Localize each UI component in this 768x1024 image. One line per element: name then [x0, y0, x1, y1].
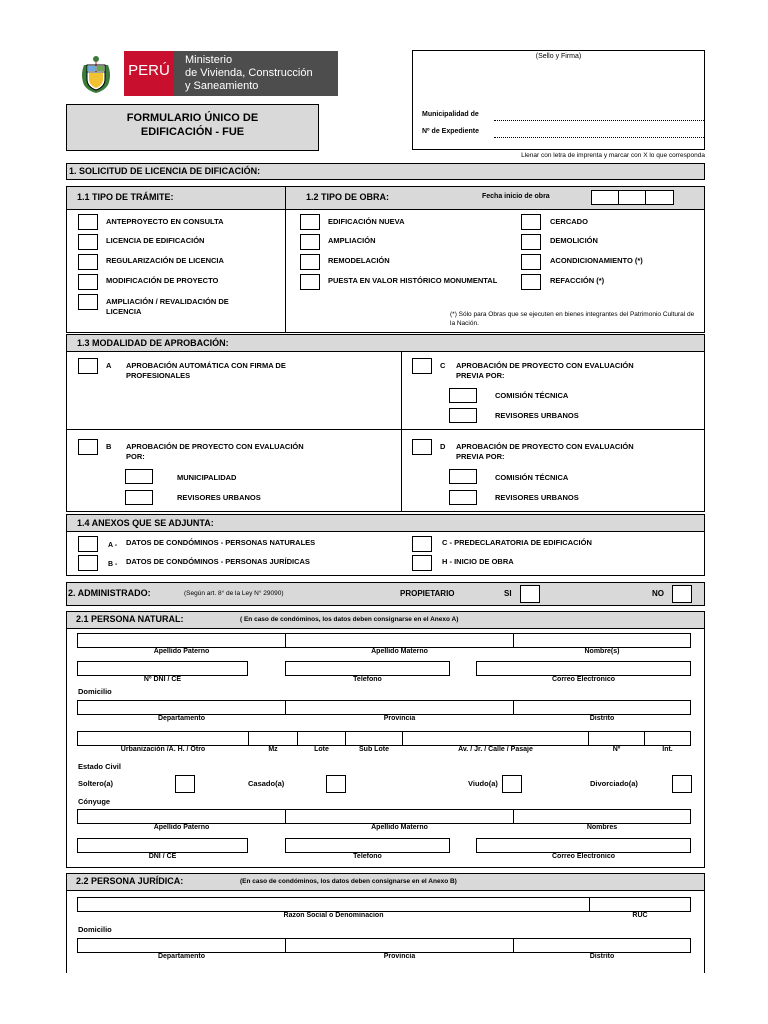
checkbox-b-revisores-urbanos[interactable]	[125, 490, 153, 505]
instructions-text: Llenar con letra de imprenta y marcar con X lo que corresponda	[521, 152, 705, 159]
anexo-a-text: DATOS DE CONDÓMINOS - PERSONAS NATURALES	[126, 538, 316, 547]
modalidad-b-text: APROBACIÓN DE PROYECTO CON EVALUACIÓN POR:	[126, 442, 304, 461]
cap-juridica-provincia: Provincia	[383, 953, 416, 960]
checkbox-anexo-b[interactable]	[78, 555, 98, 571]
section2-header	[66, 582, 705, 606]
field-ruc[interactable]	[589, 897, 691, 912]
cap-provincia: Provincia	[383, 715, 416, 722]
checkbox-modalidad-a[interactable]	[78, 358, 98, 374]
label-domicilio: Domicilio	[78, 687, 112, 696]
modalidad-b-letter: B	[106, 442, 112, 451]
cap-conyuge-dni: DNI / CE	[148, 853, 177, 860]
cap-departamento: Departamento	[157, 715, 206, 722]
checkbox-anexo-h[interactable]	[412, 555, 432, 571]
modalidad-hdivider	[66, 429, 705, 430]
field-apellido-materno[interactable]	[285, 633, 514, 648]
cap-conyuge-nombres: Nombres	[586, 824, 618, 831]
checkbox-owner-no[interactable]	[672, 585, 692, 603]
checkbox-modalidad-d[interactable]	[412, 439, 432, 455]
form-title-line2: EDIFICACIÓN - FUE	[140, 126, 245, 138]
seal-signature-box[interactable]	[412, 50, 705, 150]
label-divorciado: Divorciado(a)	[590, 779, 638, 788]
section2-legal-ref: (Según art. 8° de la Ley N° 29090)	[184, 590, 284, 597]
municipality-label: Municipalidad de	[422, 111, 479, 118]
ministry-line3: y Saneamiento	[185, 80, 259, 92]
owner-yes-label: SI	[504, 589, 512, 598]
modalidad-d-text: APROBACIÓN DE PROYECTO CON EVALUACIÓN PREVIA POR:	[456, 442, 634, 461]
label-remodelacion: REMODELACIÓN	[328, 256, 390, 265]
cap-urbanizacion: Urbanización /A. H. / Otro	[120, 746, 206, 753]
cap-apellido-paterno: Apellido Paterno	[153, 648, 210, 655]
checkbox-modalidad-b[interactable]	[78, 439, 98, 455]
cap-interior: Int.	[662, 746, 673, 753]
field-mz[interactable]	[248, 731, 298, 746]
file-number-field[interactable]	[494, 137, 704, 138]
field-conyuge-dni[interactable]	[77, 838, 248, 853]
checkbox-c-revisores-urbanos[interactable]	[449, 408, 477, 423]
file-number-label: Nº de Expediente	[422, 128, 480, 135]
checkbox-modalidad-c[interactable]	[412, 358, 432, 374]
label-ampliacion: AMPLIACIÓN	[328, 236, 376, 245]
field-sublote[interactable]	[345, 731, 403, 746]
coat-of-arms-icon	[76, 55, 116, 95]
label-puesta-en-valor: PUESTA EN VALOR HISTÓRICO MONUMENTAL	[328, 276, 498, 285]
label-c-revisores-urbanos: REVISORES URBANOS	[495, 411, 579, 420]
field-nombres[interactable]	[513, 633, 691, 648]
checkbox-licencia-edificacion[interactable]	[78, 234, 98, 250]
label-c-comision-tecnica: COMISIÓN TÉCNICA	[495, 391, 569, 400]
field-conyuge-apellido-paterno[interactable]	[77, 809, 286, 824]
cap-conyuge-apellido-materno: Apellido Materno	[371, 824, 428, 831]
anexos-header: 1.4 ANEXOS QUE SE ADJUNTA:	[66, 514, 705, 532]
field-apellido-paterno[interactable]	[77, 633, 286, 648]
field-conyuge-telefono[interactable]	[285, 838, 450, 853]
checkbox-ampliacion[interactable]	[300, 234, 320, 250]
checkbox-owner-yes[interactable]	[520, 585, 540, 603]
field-interior[interactable]	[644, 731, 691, 746]
modalidad-vdivider	[401, 352, 402, 512]
start-date-label: Fecha inicio de obra	[482, 193, 550, 200]
cap-distrito: Distrito	[589, 715, 615, 722]
modalidad-c-text: APROBACIÓN DE PROYECTO CON EVALUACIÓN PREVIA POR:	[456, 361, 634, 380]
cap-apellido-materno: Apellido Materno	[371, 648, 428, 655]
field-distrito[interactable]	[513, 700, 691, 715]
checkbox-soltero[interactable]	[175, 775, 195, 793]
checkbox-edificacion-nueva[interactable]	[300, 214, 320, 230]
checkbox-c-comision-tecnica[interactable]	[449, 388, 477, 403]
section2-title: 2. ADMINISTRADO:	[68, 588, 151, 598]
cap-mz: Mz	[268, 746, 278, 753]
checkbox-viudo[interactable]	[502, 775, 522, 793]
cap-conyuge-apellido-paterno: Apellido Paterno	[153, 824, 210, 831]
field-departamento[interactable]	[77, 700, 286, 715]
label-cercado: CERCADO	[550, 217, 588, 226]
seal-label: (Sello y Firma)	[535, 53, 582, 60]
municipality-field[interactable]	[494, 120, 704, 121]
anexo-h-text: H - INICIO DE OBRA	[442, 557, 514, 566]
checkbox-d-revisores-urbanos[interactable]	[449, 490, 477, 505]
label-ampliacion-revalidacion: AMPLIACIÓN / REVALIDACIÓN DE LICENCIA	[106, 297, 229, 316]
checkbox-modificacion[interactable]	[78, 274, 98, 290]
owner-label: PROPIETARIO	[400, 589, 455, 598]
peru-brand-text: PERÚ	[128, 62, 170, 79]
cap-nombres: Nombre(s)	[584, 648, 620, 655]
anexo-b-prefix: B -	[108, 561, 118, 568]
checkbox-ampliacion-revalidacion[interactable]	[78, 294, 98, 310]
field-conyuge-nombres[interactable]	[513, 809, 691, 824]
label-refaccion: REFACCIÓN (*)	[550, 276, 605, 285]
anexo-b-text: DATOS DE CONDÓMINOS - PERSONAS JURÍDICAS	[126, 557, 310, 566]
cap-conyuge-telefono: Telefono	[353, 853, 382, 860]
ministry-line1: Ministerio	[185, 54, 233, 66]
anexo-a-prefix: A -	[108, 542, 118, 549]
checkbox-divorciado[interactable]	[672, 775, 692, 793]
anexo-c-text: C - PREDECLARATORIA DE EDIFICACIÓN	[442, 538, 592, 547]
checkbox-acondicionamiento[interactable]	[521, 254, 541, 270]
cap-lote: Lote	[314, 746, 329, 753]
label-viudo: Viudo(a)	[468, 779, 498, 788]
cap-numero: Nº	[612, 746, 621, 753]
start-date-day[interactable]	[591, 190, 619, 205]
cap-via: Av. / Jr. / Calle / Pasaje	[458, 746, 533, 753]
checkbox-anteproyecto[interactable]	[78, 214, 98, 230]
field-dni[interactable]	[77, 661, 248, 676]
label-demolicion: DEMOLICIÓN	[550, 236, 598, 245]
label-casado: Casado(a)	[248, 779, 285, 788]
checkbox-remodelacion[interactable]	[300, 254, 320, 270]
tramite-header: 1.1 TIPO DE TRÁMITE:	[66, 186, 286, 210]
modalidad-header: 1.3 MODALIDAD DE APROBACIÓN:	[66, 334, 705, 352]
checkbox-regularizacion[interactable]	[78, 254, 98, 270]
checkbox-d-comision-tecnica[interactable]	[449, 469, 477, 484]
modalidad-d-letter: D	[440, 442, 446, 451]
checkbox-puesta-en-valor[interactable]	[300, 274, 320, 290]
cap-telefono: Telefono	[353, 676, 382, 683]
checkbox-demolicion[interactable]	[521, 234, 541, 250]
field-numero[interactable]	[588, 731, 645, 746]
ministry-line2: de Vivienda, Construcción	[185, 67, 313, 79]
field-conyuge-apellido-materno[interactable]	[285, 809, 514, 824]
field-juridica-provincia[interactable]	[285, 938, 514, 953]
owner-no-label: NO	[652, 589, 664, 598]
tramite-obra-divider	[285, 209, 286, 332]
label-edificacion-nueva: EDIFICACIÓN NUEVA	[328, 217, 405, 226]
juridica-title: 2.2 PERSONA JURÍDICA:	[76, 876, 184, 886]
start-date-year[interactable]	[645, 190, 674, 205]
juridica-note: (En caso de condóminos, los datos deben consignarse en el Anexo B)	[240, 878, 457, 885]
natural-note: ( En caso de condóminos, los datos deben consignarse en el Anexo A)	[240, 616, 459, 623]
label-d-revisores-urbanos: REVISORES URBANOS	[495, 493, 579, 502]
cap-correo: Correo Electronico	[551, 676, 615, 683]
label-b-municipalidad: MUNICIPALIDAD	[177, 473, 237, 482]
checkbox-b-municipalidad[interactable]	[125, 469, 153, 484]
form-title-line1: FORMULARIO ÚNICO DE	[126, 112, 259, 124]
checkbox-anexo-c[interactable]	[412, 536, 432, 552]
label-modificacion: MODIFICACIÓN DE PROYECTO	[106, 276, 219, 285]
field-juridica-distrito[interactable]	[513, 938, 691, 953]
field-razon-social[interactable]	[77, 897, 590, 912]
field-telefono[interactable]	[285, 661, 450, 676]
section1-header: 1. SOLICITUD DE LICENCIA DE DIFICACIÓN:	[66, 163, 705, 180]
checkbox-cercado[interactable]	[521, 214, 541, 230]
label-soltero: Soltero(a)	[78, 779, 114, 788]
label-regularizacion: REGULARIZACIÓN DE LICENCIA	[106, 256, 224, 265]
label-d-comision-tecnica: COMISIÓN TÉCNICA	[495, 473, 569, 482]
field-provincia[interactable]	[285, 700, 514, 715]
obra-title: 1.2 TIPO DE OBRA:	[306, 192, 390, 202]
label-anteproyecto: ANTEPROYECTO EN CONSULTA	[106, 217, 224, 226]
cap-conyuge-correo: Correo Electronico	[551, 853, 615, 860]
natural-title: 2.1 PERSONA NATURAL:	[76, 614, 184, 624]
obra-footnote: (*) Sólo para Obras que se ejecuten en bienes integrantes del Patrimonio Cultural de la Nación.	[450, 311, 695, 327]
field-urbanizacion[interactable]	[77, 731, 249, 746]
checkbox-refaccion[interactable]	[521, 274, 541, 290]
label-b-revisores-urbanos: REVISORES URBANOS	[177, 493, 261, 502]
checkbox-anexo-a[interactable]	[78, 536, 98, 552]
label-conyuge: Cónyuge	[78, 797, 111, 806]
start-date-month[interactable]	[618, 190, 646, 205]
modalidad-a-letter: A	[106, 361, 112, 370]
cap-juridica-distrito: Distrito	[589, 953, 615, 960]
cap-razon-social: Razon Social o Denominacion	[283, 912, 384, 919]
label-juridica-domicilio: Domicilio	[78, 925, 112, 934]
field-conyuge-correo[interactable]	[476, 838, 691, 853]
label-licencia-edificacion: LICENCIA DE EDIFICACIÓN	[106, 236, 205, 245]
label-acondicionamiento: ACONDICIONAMIENTO (*)	[550, 256, 643, 265]
cap-juridica-departamento: Departamento	[157, 953, 206, 960]
cap-dni: Nº DNI / CE	[143, 676, 182, 683]
field-correo[interactable]	[476, 661, 691, 676]
checkbox-casado[interactable]	[326, 775, 346, 793]
cap-ruc: RUC	[632, 912, 648, 919]
modalidad-c-letter: C	[440, 361, 446, 370]
label-estado-civil: Estado Civil	[78, 762, 121, 771]
cap-sublote: Sub Lote	[359, 746, 389, 753]
field-juridica-departamento[interactable]	[77, 938, 286, 953]
field-lote[interactable]	[297, 731, 346, 746]
field-via[interactable]	[402, 731, 589, 746]
modalidad-a-text: APROBACIÓN AUTOMÁTICA CON FIRMA DE PROFESIONALES	[126, 361, 286, 380]
